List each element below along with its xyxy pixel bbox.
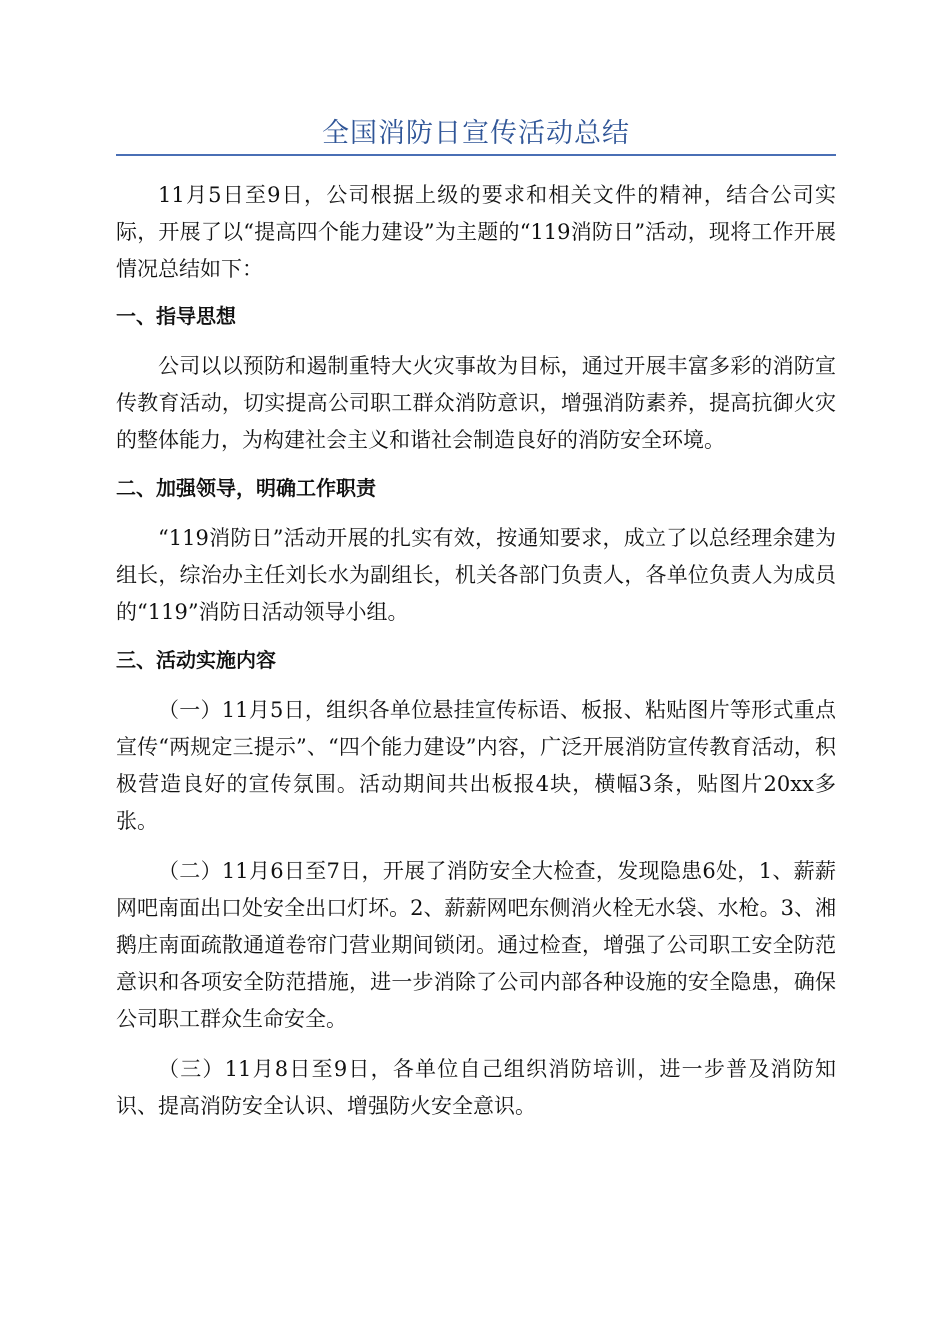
document-page xyxy=(116,0,836,1125)
section-heading-activities: 三、活动实施内容 xyxy=(116,648,276,672)
section-paragraph: （三）11月8日至9日，各单位自己组织消防培训，进一步普及消防知识、提高消防安全认识、增强防火安全意识。 xyxy=(116,1057,836,1118)
section-paragraph: 公司以以预防和遏制重特大火灾事故为目标，通过开展丰富多彩的消防宣传教育活动，切实提高公司职工群众消防意识，增强消防素养，提高抗御火灾的整体能力，为构建社会主义和谐社会制造良好的消防安全环境。 xyxy=(116,354,836,452)
title-underline xyxy=(116,154,836,156)
intro-paragraph: 11月5日至9日，公司根据上级的要求和相关文件的精神，结合公司实际，开展了以“提高四个能力建设”为主题的“119消防日”活动，现将工作开展情况总结如下： xyxy=(116,183,836,281)
section-heading-guiding-ideology: 一、指导思想 xyxy=(116,304,236,328)
section-paragraph: “119消防日”活动开展的扎实有效，按通知要求，成立了以总经理余建为组长，综治办主任刘长水为副组长，机关各部门负责人，各单位负责人为成员的“119”消防日活动领导小组。 xyxy=(116,526,836,624)
section-paragraph: （一）11月5日，组织各单位悬挂宣传标语、板报、粘贴图片等形式重点宣传“两规定三提示”、“四个能力建设”内容，广泛开展消防宣传教育活动，积极营造良好的宣传氛围。活动期间共出板报4块，横幅3条，贴图片20xx多张。 xyxy=(116,698,836,833)
section-heading-leadership: 二、加强领导，明确工作职责 xyxy=(116,476,376,500)
section-paragraph: （二）11月6日至7日，开展了消防安全大检查，发现隐患6处，1、薪薪网吧南面出口处安全出口灯坏。2、薪薪网吧东侧消火栓无水袋、水枪。3、湘鹅庄南面疏散通道卷帘门营业期间锁闭。通过检查，增强了公司职工安全防范意识和各项安全防范措施，进一步消除了公司内部各种设施的安全隐患，确保公司职工群众生命安全。 xyxy=(116,859,836,1031)
document-title: 全国消防日宣传活动总结 xyxy=(322,118,630,149)
